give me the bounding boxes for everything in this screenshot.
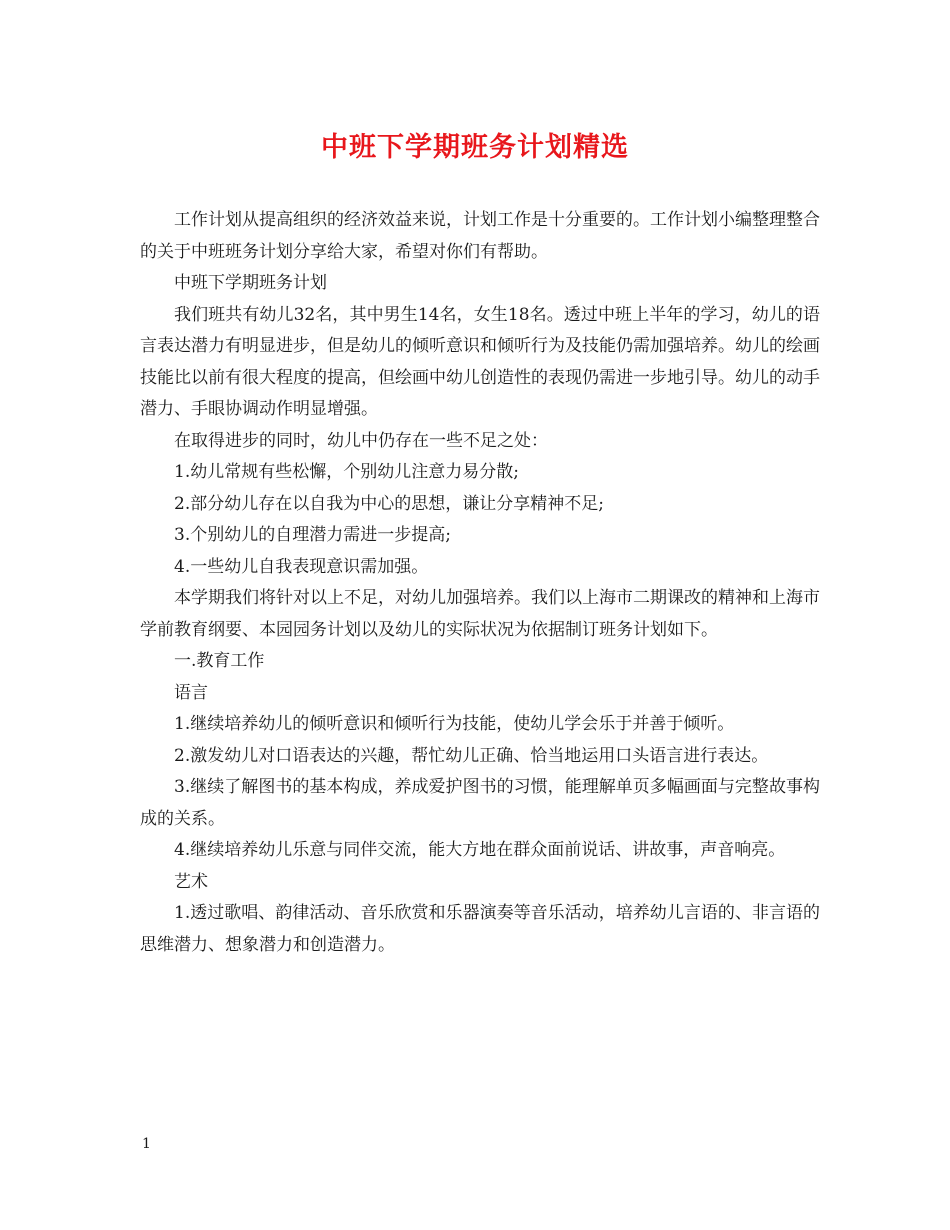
list-item: 2.部分幼儿存在以自我为中心的思想，谦让分享精神不足; [174, 493, 604, 514]
document-body [140, 205, 820, 961]
list-item: 2.激发幼儿对口语表达的兴趣，帮忙幼儿正确、恰当地运用口头语言进行表达。 [174, 745, 769, 766]
list-item: 4.继续培养幼儿乐意与同伴交流，能大方地在群众面前说话、讲故事，声音响亮。 [174, 840, 786, 860]
document-title: 中班下学期班务计划精选 [321, 132, 629, 163]
subsection-heading: 艺术 [174, 871, 208, 892]
list-item: 3.继续了解图书的基本构成，养成爱护图书的习惯，能理解单页多幅画面与完整故事构成的关系。 [140, 777, 820, 829]
list-item: 1.幼儿常规有些松懈，个别幼儿注意力易分散; [174, 462, 519, 482]
paragraph: 我们班共有幼儿32名，其中男生14名，女生18名。透过中班上半年的学习，幼儿的语言表达潜力有明显进步，但是幼儿的倾听意识和倾听行为及技能仍需加强培养。幼儿的绘画技能比以前有很大程度的提高，但绘画中幼儿创造性的表现仍需进一步地引导。幼儿的动手潜力、手眼协调动作明显增强。 [140, 304, 820, 419]
subsection-heading: 语言 [174, 682, 208, 703]
list-item: 1.继续培养幼儿的倾听意识和倾听行为技能，使幼儿学会乐于并善于倾听。 [174, 714, 735, 734]
page-number: 1 [142, 1136, 151, 1152]
list-item: 3.个别幼儿的自理潜力需进一步提高; [174, 525, 451, 545]
paragraph: 中班下学期班务计划 [174, 273, 327, 293]
list-item: 4.一些幼儿自我表现意识需加强。 [174, 556, 429, 577]
paragraph: 工作计划从提高组织的经济效益来说，计划工作是十分重要的。工作计划小编整理整合的关于中班班务计划分享给大家，希望对你们有帮助。 [140, 210, 820, 262]
list-item: 1.透过歌唱、韵律活动、音乐欣赏和乐器演奏等音乐活动，培养幼儿言语的、非言语的思维潜力、想象潜力和创造潜力。 [140, 903, 820, 955]
paragraph: 本学期我们将针对以上不足，对幼儿加强培养。我们以上海市二期课改的精神和上海市学前教育纲要、本园园务计划以及幼儿的实际状况为依据制订班务计划如下。 [140, 588, 820, 640]
paragraph: 在取得进步的同时，幼儿中仍存在一些不足之处： [174, 430, 548, 451]
section-heading: 一.教育工作 [174, 651, 265, 671]
